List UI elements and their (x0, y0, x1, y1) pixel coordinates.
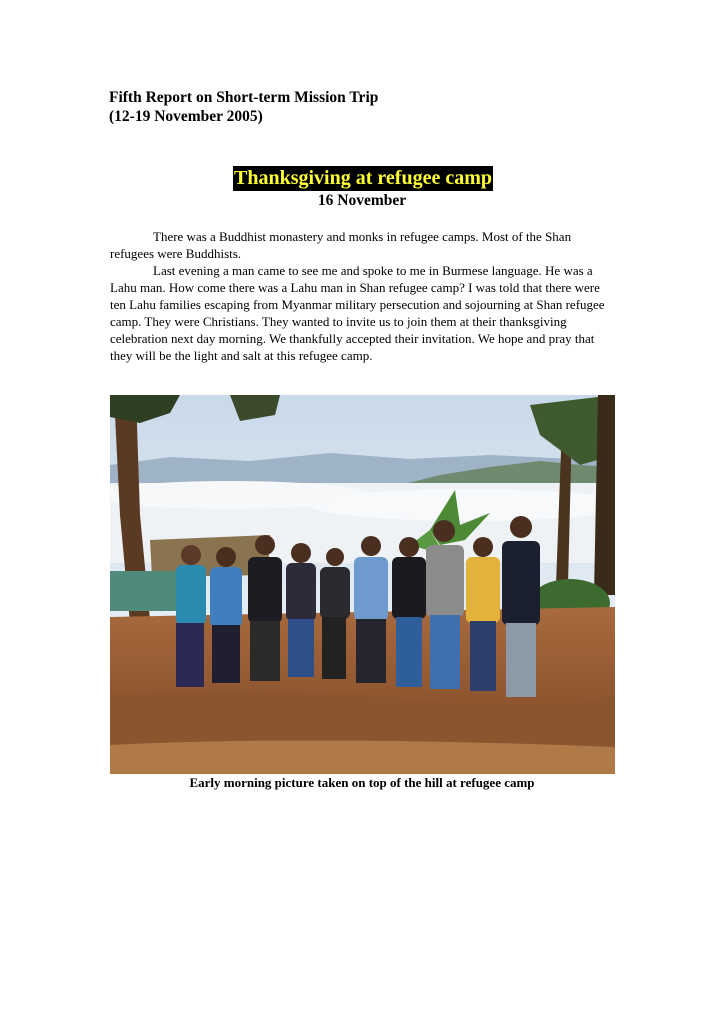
body-text (110, 228, 616, 364)
group-photo (110, 395, 615, 774)
section-title-wrap (0, 166, 724, 191)
group-photo-illustration (110, 395, 615, 774)
section-title: Thanksgiving at refugee camp (234, 167, 492, 189)
section-date: 16 November (317, 192, 407, 209)
report-title: Fifth Report on Short-term Mission Trip (109, 89, 379, 106)
paragraph-1: There was a Buddhist monastery and monks in refugee camps. Most of the Shan refugees were Buddhists. (110, 229, 572, 261)
report-date-range: (12-19 November 2005) (109, 108, 263, 125)
photo-caption: Early morning picture taken on top of the hill at refugee camp (189, 775, 535, 790)
paragraph-2: Last evening a man came to see me and spoke to me in Burmese language. He was a Lahu man. How come there was a Lahu man in Shan refugee camp? I was told that there were ten Lahu families escaping from Myanmar military persecution and sojourning at Shan refugee camp. They were Christians. They wanted to invite us to join them at their thanksgiving celebration next day morning. We thankfully accepted their invitation. We hope and pray that they will be the light and salt at this refugee camp. (110, 263, 605, 363)
report-heading (109, 88, 378, 126)
